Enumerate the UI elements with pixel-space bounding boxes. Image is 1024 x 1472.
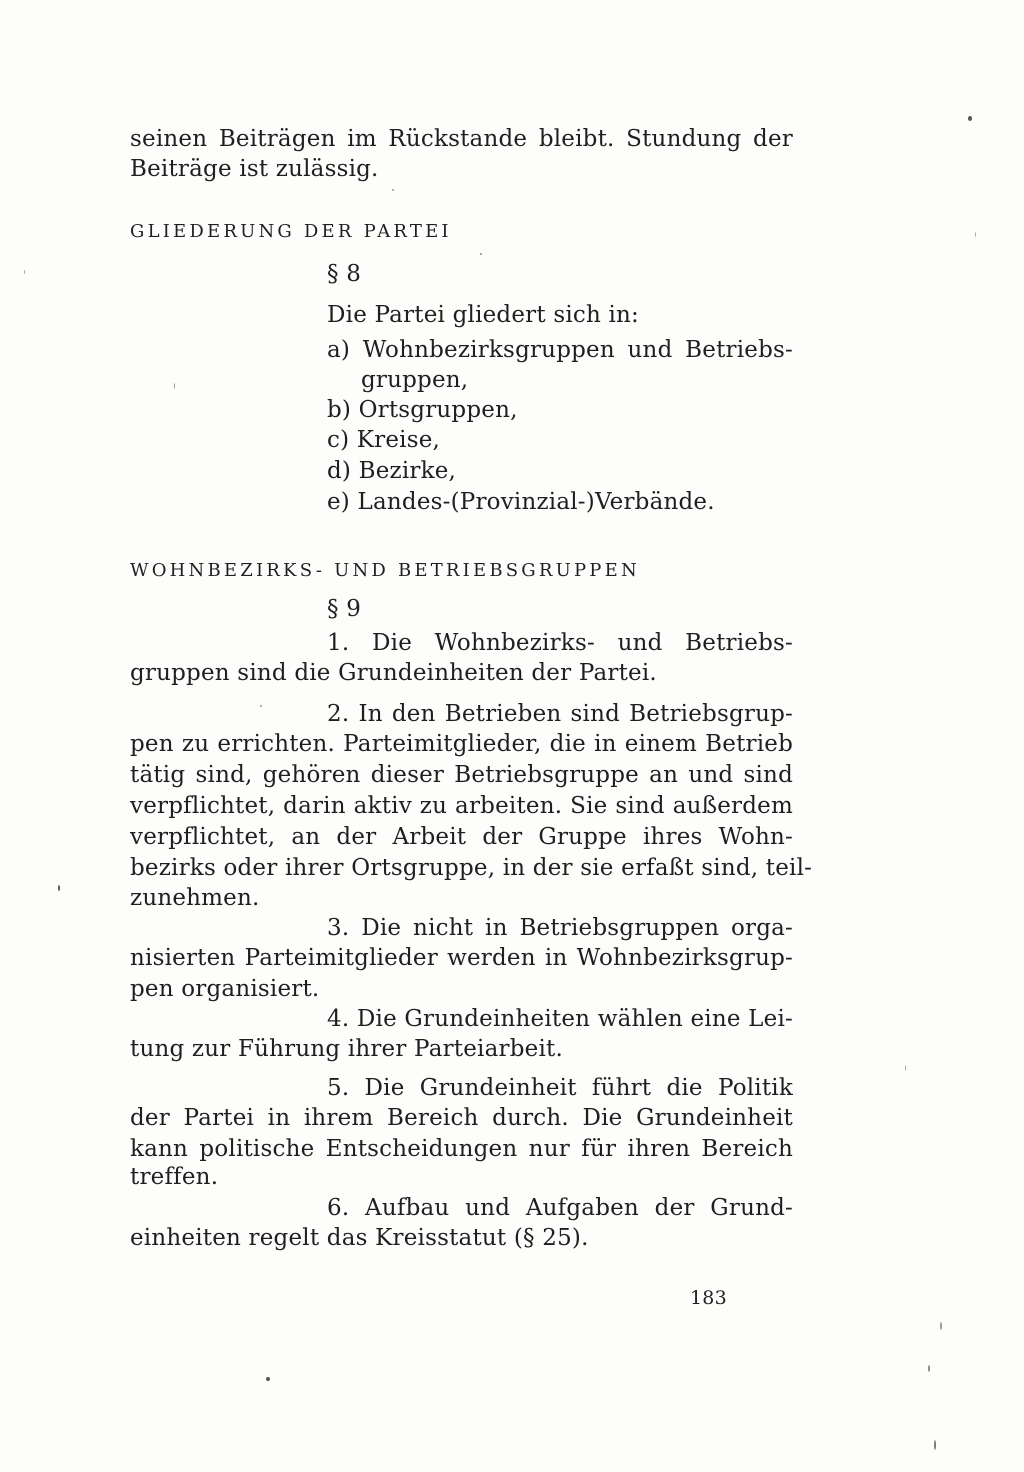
scan-speck — [968, 116, 972, 121]
scan-speck — [260, 705, 262, 707]
scan-speck — [24, 270, 25, 274]
paragraph-number-9: § 9 — [327, 596, 362, 622]
scan-speck — [480, 253, 482, 255]
page-number: 183 — [690, 1287, 727, 1309]
text-line: pen organisiert. — [130, 976, 320, 1002]
scan-speck — [928, 1365, 930, 1372]
scan-speck — [905, 1065, 906, 1071]
scan-speck — [58, 885, 60, 891]
text-line: der Partei in ihrem Bereich durch. Die Grundeinheit — [130, 1105, 793, 1131]
scan-speck — [934, 1440, 936, 1450]
scan-speck — [266, 1377, 270, 1381]
list-item-e: e) Landes-(Provinzial-)Verbände. — [327, 489, 715, 515]
text-line: 1. Die Wohnbezirks- und Betriebs- — [327, 630, 793, 656]
text-line: kann politische Entscheidungen nur für ihren Bereich — [130, 1136, 793, 1162]
text-line: 6. Aufbau und Aufgaben der Grund- — [327, 1195, 793, 1221]
text-line: verpflichtet, darin aktiv zu arbeiten. Sie sind außerdem — [130, 793, 793, 819]
list-item-a-continuation: gruppen, — [361, 367, 469, 393]
text-line: verpflichtet, an der Arbeit der Gruppe ihres Wohn- — [130, 824, 793, 850]
paragraph-number-8: § 8 — [327, 261, 362, 287]
scan-speck — [975, 232, 976, 237]
text-line: 2. In den Betrieben sind Betriebsgrup- — [327, 701, 793, 727]
text-line: treffen. — [130, 1164, 219, 1190]
text-line: zunehmen. — [130, 885, 260, 911]
text-line: tätig sind, gehören dieser Betriebsgruppe an und sind — [130, 762, 793, 788]
text-line: einheiten regelt das Kreisstatut (§ 25). — [130, 1225, 589, 1251]
section-heading-gliederung: GLIEDERUNG DER PARTEI — [130, 221, 452, 242]
list-item-c: c) Kreise, — [327, 427, 441, 453]
text-line: nisierten Parteimitglieder werden in Wohnbezirksgrup- — [130, 945, 793, 971]
list-item-a: a) Wohnbezirksgruppen und Betriebs- — [327, 337, 793, 363]
text-line: 4. Die Grundeinheiten wählen eine Lei- — [327, 1006, 793, 1032]
text-line: pen zu errichten. Parteimitglieder, die in einem Betrieb — [130, 731, 793, 757]
list-item-d: d) Bezirke, — [327, 458, 457, 484]
scan-speck — [940, 1322, 942, 1330]
scan-speck — [174, 383, 175, 389]
text-line: tung zur Führung ihrer Parteiarbeit. — [130, 1036, 563, 1062]
text-line: gruppen sind die Grundeinheiten der Partei. — [130, 660, 657, 686]
list-item-b: b) Ortsgruppen, — [327, 397, 518, 423]
text-line: 5. Die Grundeinheit führt die Politik — [327, 1075, 793, 1101]
text-line: Die Partei gliedert sich in: — [327, 302, 640, 328]
text-line: seinen Beiträgen im Rückstande bleibt. Stundung der — [130, 126, 793, 152]
text-line: 3. Die nicht in Betriebsgruppen orga- — [327, 915, 793, 941]
section-heading-wohnbezirks: WOHNBEZIRKS- UND BETRIEBSGRUPPEN — [130, 560, 640, 581]
text-line: bezirks oder ihrer Ortsgruppe, in der sie erfaßt sind, teil- — [130, 855, 813, 881]
text-line: Beiträge ist zulässig. — [130, 156, 379, 182]
scan-speck — [392, 189, 394, 191]
